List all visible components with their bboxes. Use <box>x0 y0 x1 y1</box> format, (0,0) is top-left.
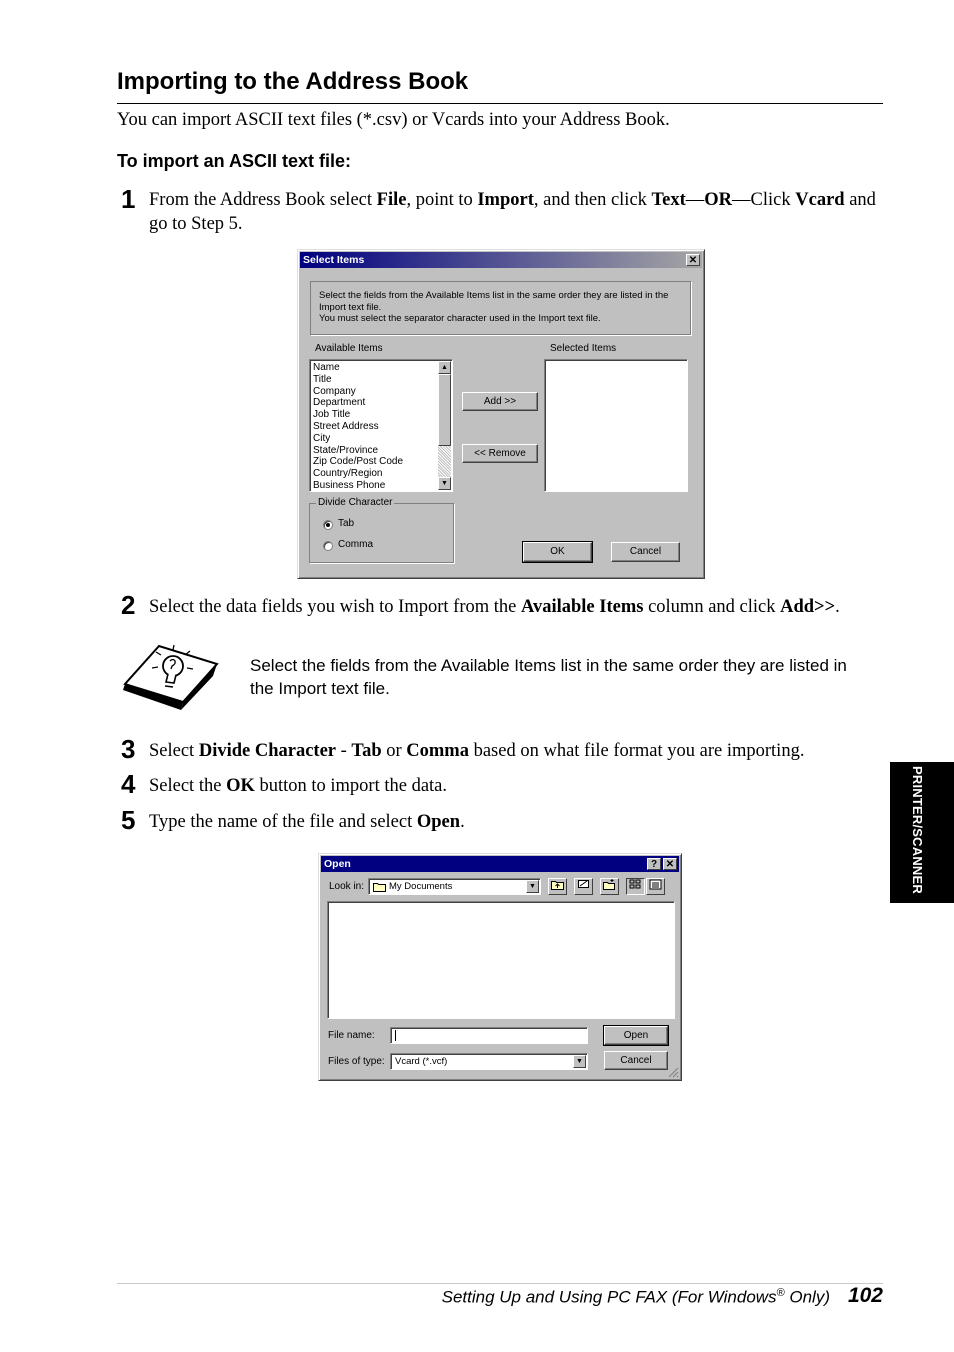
footer-rule <box>117 1283 883 1284</box>
selected-items-list[interactable] <box>544 359 688 492</box>
look-in-combo[interactable] <box>368 878 541 895</box>
list-view-icon[interactable] <box>626 878 645 895</box>
list-item[interactable]: Department <box>313 397 366 409</box>
page-number: 102 <box>847 1284 883 1307</box>
step-2-text: Select the data fields you wish to Import from the Available Items column and click Add>>. <box>149 597 840 617</box>
files-of-type-value: Vcard (*.vcf) <box>395 1056 448 1067</box>
list-item[interactable]: Street Address <box>313 420 379 432</box>
instructions-text: Select the fields from the Available Items list in the same order they are listed in the Import text file. You must select the separator character used in the Import text file. <box>319 290 669 324</box>
lightbulb-note-icon <box>121 640 221 712</box>
footer-text: Setting Up and Using PC FAX (For Windows® Only) <box>441 1287 830 1307</box>
tab-radio-label[interactable]: Tab <box>338 518 355 529</box>
list-item[interactable]: Business Phone <box>313 479 386 491</box>
available-items-label: Available Items <box>315 343 383 354</box>
ok-button[interactable]: OK <box>523 542 592 562</box>
select-items-title: Select Items <box>303 254 365 266</box>
list-item[interactable]: State/Province <box>313 444 379 456</box>
list-item[interactable]: Company <box>313 385 356 397</box>
divide-character-group <box>309 497 454 563</box>
add-button[interactable]: Add >> <box>462 392 538 411</box>
step-5-number: 5 <box>121 805 136 835</box>
open-dialog <box>318 853 682 1081</box>
step-1-number: 1 <box>121 184 136 214</box>
scroll-up-icon[interactable]: ▲ <box>438 361 451 374</box>
step-3-text: Select Divide Character - Tab or Comma based on what file format you are importing. <box>149 741 805 761</box>
step-1-text: From the Address Book select File, point to Import, and then click Text—OR—Click Vcard and go to Step 5. <box>149 190 876 234</box>
text-cursor <box>395 1030 396 1041</box>
resize-grip-icon[interactable] <box>667 1066 679 1078</box>
files-of-type-combo[interactable] <box>390 1053 588 1070</box>
file-name-input[interactable] <box>390 1027 588 1044</box>
details-view-icon[interactable] <box>646 878 665 895</box>
close-icon[interactable]: ✕ <box>686 254 700 266</box>
cancel-button[interactable]: Cancel <box>611 542 680 562</box>
tab-radio[interactable] <box>323 520 333 530</box>
step-2-number: 2 <box>121 590 136 620</box>
open-title: Open <box>324 858 351 870</box>
files-of-type-label: Files of type: <box>328 1056 385 1067</box>
select-items-dialog <box>297 249 705 579</box>
file-list-area[interactable] <box>327 901 675 1019</box>
instructions-box <box>310 281 691 335</box>
open-cancel-button[interactable]: Cancel <box>604 1051 668 1070</box>
step-4-number: 4 <box>121 769 136 799</box>
close-icon[interactable]: ✕ <box>663 858 677 870</box>
section-title: Importing to the Address Book <box>117 68 469 95</box>
comma-radio[interactable] <box>323 541 333 551</box>
step-3-number: 3 <box>121 734 136 764</box>
chevron-down-icon[interactable]: ▼ <box>526 880 539 893</box>
scroll-down-icon[interactable]: ▼ <box>438 477 451 490</box>
look-in-value: My Documents <box>389 881 453 892</box>
help-icon[interactable]: ? <box>647 858 661 870</box>
title-rule <box>117 103 883 104</box>
list-item[interactable]: Job Title <box>313 409 351 421</box>
list-item[interactable]: City <box>313 432 331 444</box>
subheading: To import an ASCII text file: <box>117 151 352 171</box>
select-items-titlebar <box>300 252 702 268</box>
list-item[interactable]: Name <box>313 362 340 373</box>
selected-items-label: Selected Items <box>550 343 617 354</box>
new-folder-icon[interactable] <box>600 878 619 895</box>
scroll-thumb[interactable] <box>438 374 451 446</box>
list-item[interactable]: Zip Code/Post Code <box>313 456 404 468</box>
available-items-list[interactable] <box>309 359 453 492</box>
open-button[interactable]: Open <box>604 1026 668 1045</box>
open-titlebar <box>321 856 679 872</box>
side-tab <box>890 762 954 903</box>
chevron-down-icon[interactable]: ▼ <box>573 1055 586 1068</box>
intro-paragraph: You can import ASCII text files (*.csv) or Vcards into your Address Book. <box>117 110 670 130</box>
file-name-label: File name: <box>328 1030 375 1041</box>
step-5-text: Type the name of the file and select Open. <box>149 812 465 832</box>
remove-button[interactable]: << Remove <box>462 444 538 463</box>
step-4-text: Select the OK button to import the data. <box>149 776 448 796</box>
list-item[interactable]: Title <box>313 373 332 385</box>
desktop-icon[interactable] <box>574 878 593 895</box>
up-folder-icon[interactable] <box>548 878 567 895</box>
divide-character-label: Divide Character <box>318 497 393 508</box>
available-items-container <box>310 360 452 492</box>
look-in-label: Look in: <box>329 881 365 892</box>
folder-icon <box>373 881 386 892</box>
list-item[interactable]: Country/Region <box>313 468 383 480</box>
side-tab-label: PRINTER/SCANNER <box>910 766 925 894</box>
note-text: Select the fields from the Available Items list in the same order they are listed in the Import text file. <box>250 656 847 698</box>
comma-radio-label[interactable]: Comma <box>338 539 374 550</box>
